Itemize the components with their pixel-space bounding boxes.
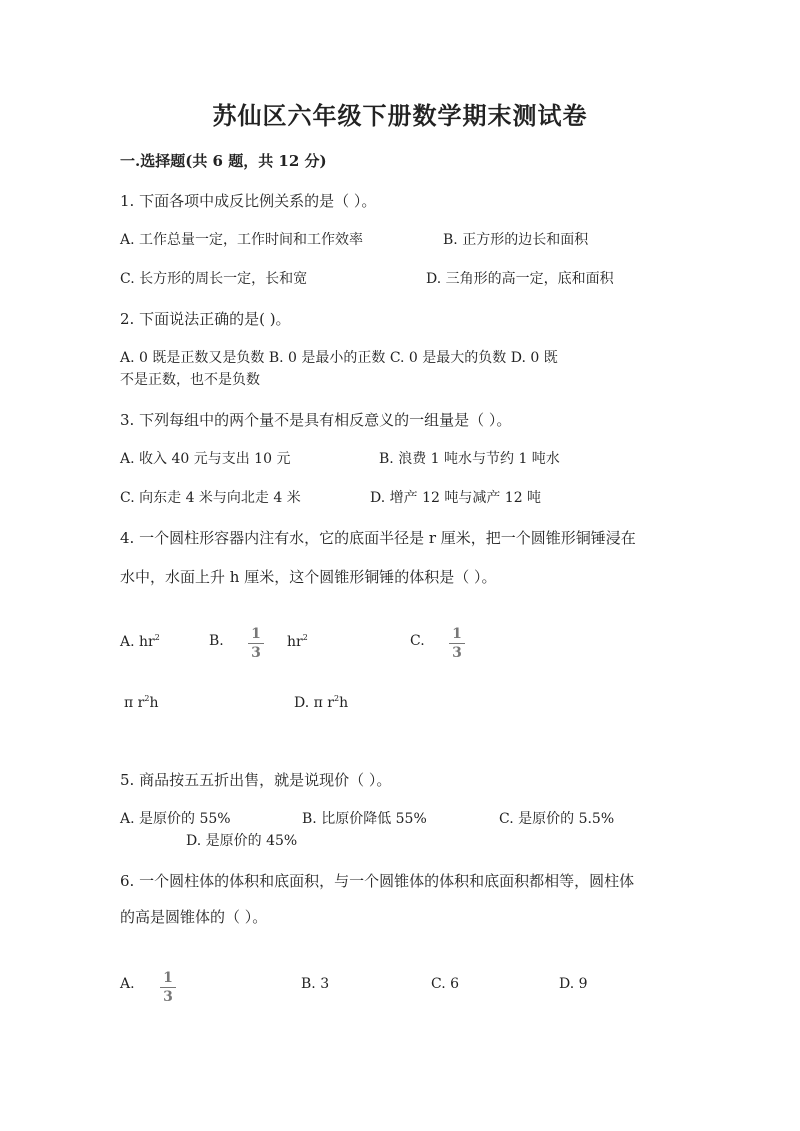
question-6-option-c: C. 6 bbox=[431, 976, 460, 992]
question-1-option-d: D. 三角形的高一定，底和面积 bbox=[426, 271, 614, 287]
question-6-option-d: D. 9 bbox=[559, 976, 588, 992]
question-4-option-c-expression: π $r^2h$ bbox=[124, 694, 159, 711]
question-6-stem-line-2: 的高是圆锥体的（ ）。 bbox=[120, 908, 268, 926]
question-5-option-c: C. 是原价的 5.5% bbox=[499, 811, 615, 827]
question-2-options-line-1: A. 0 既是正数又是负数 B. 0 是最小的正数 C. 0 是最大的负数 D. 0 既 bbox=[120, 350, 558, 366]
question-4-option-b-expression: $hr^2$ bbox=[287, 633, 308, 650]
question-1-option-c: C. 长方形的周长一定，长和宽 bbox=[120, 271, 308, 287]
question-1-option-b: B. 正方形的边长和面积 bbox=[443, 232, 589, 248]
question-4-option-a: A. $hr^2$ bbox=[120, 633, 160, 650]
question-3-option-d: D. 增产 12 吨与减产 12 吨 bbox=[370, 490, 542, 506]
question-5-option-a: A. 是原价的 55% bbox=[120, 811, 231, 827]
page-title: 苏仙区六年级下册数学期末测试卷 bbox=[212, 101, 588, 130]
question-1-stem: 1. 下面各项中成反比例关系的是（ ）。 bbox=[120, 192, 377, 210]
question-3-stem: 3. 下列每组中的两个量不是具有相反意义的一组量是（ ）。 bbox=[120, 411, 512, 429]
question-3-option-a: A. 收入 40 元与支出 10 元 bbox=[120, 451, 291, 467]
question-4-stem-line-2: 水中，水面上升 h 厘米，这个圆锥形铜锤的体积是（ ）。 bbox=[120, 568, 497, 586]
question-6-option-a-label: A. bbox=[120, 976, 135, 992]
question-1-option-a: A. 工作总量一定，工作时间和工作效率 bbox=[120, 232, 364, 248]
question-4-fraction-b: 1 3 bbox=[247, 626, 265, 661]
question-5-option-d: D. 是原价的 45% bbox=[186, 833, 298, 849]
question-2-options-line-2: 不是正数，也不是负数 bbox=[120, 372, 260, 388]
question-4-option-d: D. π $r^2h$ bbox=[294, 694, 349, 711]
question-4-fraction-c: 1 3 bbox=[448, 626, 466, 661]
question-4-stem-line-1: 4. 一个圆柱形容器内注有水，它的底面半径是 r 厘米，把一个圆锥形铜锤浸在 bbox=[120, 529, 636, 547]
question-5-option-b: B. 比原价降低 55% bbox=[302, 811, 427, 827]
question-3-option-c: C. 向东走 4 米与向北走 4 米 bbox=[120, 490, 301, 506]
question-2-stem: 2. 下面说法正确的是( )。 bbox=[120, 310, 291, 328]
question-5-stem: 5. 商品按五五折出售，就是说现价（ ）。 bbox=[120, 771, 392, 789]
section-heading: 一.选择题(共 6 题，共 12 分) bbox=[120, 152, 327, 170]
question-6-option-b: B. 3 bbox=[301, 976, 330, 992]
question-4-option-b-label: B. bbox=[209, 633, 224, 649]
question-4-option-c-label: C. bbox=[410, 633, 425, 649]
question-6-fraction-a: 1 3 bbox=[159, 970, 177, 1005]
question-3-option-b: B. 浪费 1 吨水与节约 1 吨水 bbox=[379, 451, 560, 467]
question-6-stem-line-1: 6. 一个圆柱体的体积和底面积，与一个圆锥体的体积和底面积都相等，圆柱体 bbox=[120, 872, 635, 890]
